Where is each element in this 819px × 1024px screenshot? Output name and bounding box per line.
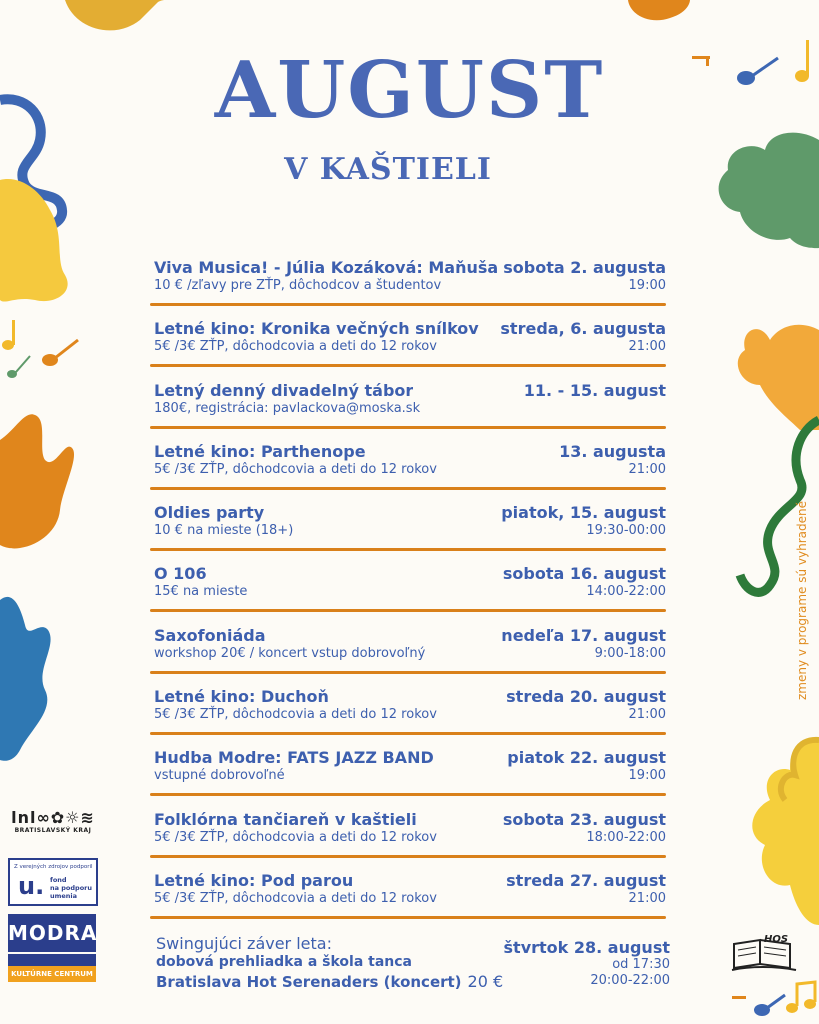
event-time: 18:00-22:00 — [586, 829, 666, 845]
music-note-icon — [754, 995, 785, 1016]
orange-swirl-shape — [628, 0, 690, 20]
event-item — [150, 379, 666, 440]
event-item — [150, 256, 666, 317]
disclaimer-note: zmeny v programe sú vyhradené — [795, 501, 809, 700]
divider — [150, 609, 666, 612]
event-info: vstupné dobrovoľné — [154, 768, 285, 784]
finale-band-name: Bratislava Hot Serenaders (koncert) — [156, 973, 462, 991]
event-item — [150, 869, 666, 930]
fpu-logo-caption: Z verejných zdrojov podporil — [14, 864, 93, 870]
divider — [150, 364, 666, 367]
modra-logo — [8, 914, 96, 986]
event-date: sobota 16. august — [502, 564, 666, 584]
page-title: AUGUST — [214, 45, 605, 136]
event-date: streda 20. august — [506, 687, 666, 707]
green-blob-shape — [719, 133, 819, 249]
music-note-icon — [42, 340, 78, 366]
fpu-logo — [8, 858, 98, 906]
event-date: streda 27. august — [506, 870, 666, 890]
divider — [150, 426, 666, 429]
divider — [150, 793, 666, 796]
event-time: 19:00 — [628, 278, 666, 293]
event-date: 11. - 15. august — [523, 380, 666, 400]
event-name: Letné kino: Duchoň — [154, 687, 329, 707]
finale-time-start: od 17:30 — [612, 957, 670, 972]
event-name: Saxofoniáda — [154, 625, 266, 645]
teal-leaf-shape — [0, 597, 51, 761]
event-info: workshop 20€ / koncert vstup dobrovoľný — [154, 645, 426, 661]
divider — [150, 671, 666, 674]
music-note-icon — [786, 982, 816, 1013]
event-name: Letný denný divadelný tábor — [154, 380, 414, 400]
divider — [150, 487, 666, 490]
event-time: 21:00 — [628, 890, 666, 906]
event-name: Oldies party — [154, 503, 265, 523]
event-time: 14:00-22:00 — [586, 584, 666, 600]
event-info: 15€ na mieste — [154, 584, 248, 600]
bsk-logo-glyphs: lnl∞✿☼≋ — [11, 808, 95, 827]
divider — [150, 303, 666, 306]
divider — [150, 916, 666, 919]
event-name: Folklórna tančiareň v kaštieli — [154, 809, 417, 829]
event-info: 10 € /zľavy pre ZŤP, dôchodcov a študentov — [154, 278, 442, 293]
event-time: 21:00 — [628, 461, 666, 477]
event-date: 13. augusta — [559, 441, 666, 461]
finale-title: Swingujúci záver leta: — [156, 934, 332, 953]
event-item — [150, 562, 666, 623]
event-date: sobota 2. augusta — [503, 258, 666, 277]
bratislava-region-logo — [8, 808, 98, 834]
event-name: Letné kino: Parthenope — [154, 441, 366, 461]
event-item — [150, 317, 666, 378]
hos-logo — [730, 930, 800, 974]
page-subtitle: V KAŠTIELI — [284, 152, 492, 187]
event-info: 5€ /3€ ZŤP, dôchodcovia a deti do 12 rokov — [154, 707, 437, 723]
event-name: Hudba Modre: FATS JAZZ BAND — [154, 748, 434, 768]
yellow-coral-shape — [752, 739, 819, 925]
event-time: 21:00 — [628, 339, 666, 355]
event-item — [150, 624, 666, 685]
event-date: nedeľa 17. august — [501, 625, 666, 645]
event-info: 180€, registrácia: pavlackova@moska.sk — [154, 400, 421, 416]
event-item — [150, 685, 666, 746]
modra-logo-sub: KULTÚRNE CENTRUM — [8, 966, 96, 982]
finale-band — [156, 972, 503, 991]
event-time: 19:30-00:00 — [586, 523, 666, 539]
event-time: 19:00 — [628, 768, 666, 784]
event-name: Letné kino: Pod parou — [154, 870, 354, 890]
event-item — [150, 440, 666, 501]
event-info: 5€ /3€ ZŤP, dôchodcovia a deti do 12 rokov — [154, 339, 437, 355]
fpu-logo-name: fond na podporu umenia — [50, 876, 92, 900]
event-date: sobota 23. august — [502, 809, 666, 829]
event-info: 10 € na mieste (18+) — [154, 523, 294, 539]
orange-leaf-shape — [0, 414, 74, 548]
music-note-icon — [732, 996, 746, 999]
finale-date: štvrtok 28. august — [503, 938, 670, 957]
event-info: 5€ /3€ ZŤP, dôchodcovia a deti do 12 rokov — [154, 890, 437, 906]
divider — [150, 855, 666, 858]
event-item — [150, 746, 666, 807]
event-info: 5€ /3€ ZŤP, dôchodcovia a deti do 12 rokov — [154, 829, 437, 845]
divider — [150, 732, 666, 735]
event-date: streda, 6. augusta — [500, 319, 666, 339]
finale-event — [154, 934, 670, 1004]
modra-logo-name: MODRA — [8, 914, 96, 952]
event-date: piatok, 15. august — [501, 503, 666, 523]
event-item — [150, 808, 666, 869]
event-date: piatok 22. august — [507, 748, 666, 768]
hos-logo-text: HOS — [764, 934, 789, 945]
music-note-icon — [2, 320, 15, 350]
music-note-icon — [7, 356, 30, 378]
fpu-logo-letter: u. — [18, 872, 45, 900]
event-name: Viva Musica! - Júlia Kozáková: Maňuša — [154, 258, 499, 277]
modra-logo-band — [8, 952, 96, 966]
event-time: 21:00 — [628, 707, 666, 723]
event-info: 5€ /3€ ZŤP, dôchodcovia a deti do 12 rokov — [154, 461, 437, 477]
event-time: 9:00-18:00 — [594, 645, 666, 661]
event-name: O 106 — [154, 564, 207, 584]
event-name: Letné kino: Kronika večných snílkov — [154, 319, 479, 339]
event-list — [150, 256, 666, 930]
divider — [150, 548, 666, 551]
bsk-logo-label: BRATISLAVSKÝ KRAJ — [14, 827, 92, 834]
orange-leaf-right-shape — [738, 325, 819, 430]
event-item — [150, 501, 666, 562]
finale-subtitle: dobová prehliadka a škola tanca — [156, 954, 412, 970]
finale-price: 20 € — [467, 972, 504, 991]
finale-time-concert: 20:00-22:00 — [590, 973, 670, 988]
